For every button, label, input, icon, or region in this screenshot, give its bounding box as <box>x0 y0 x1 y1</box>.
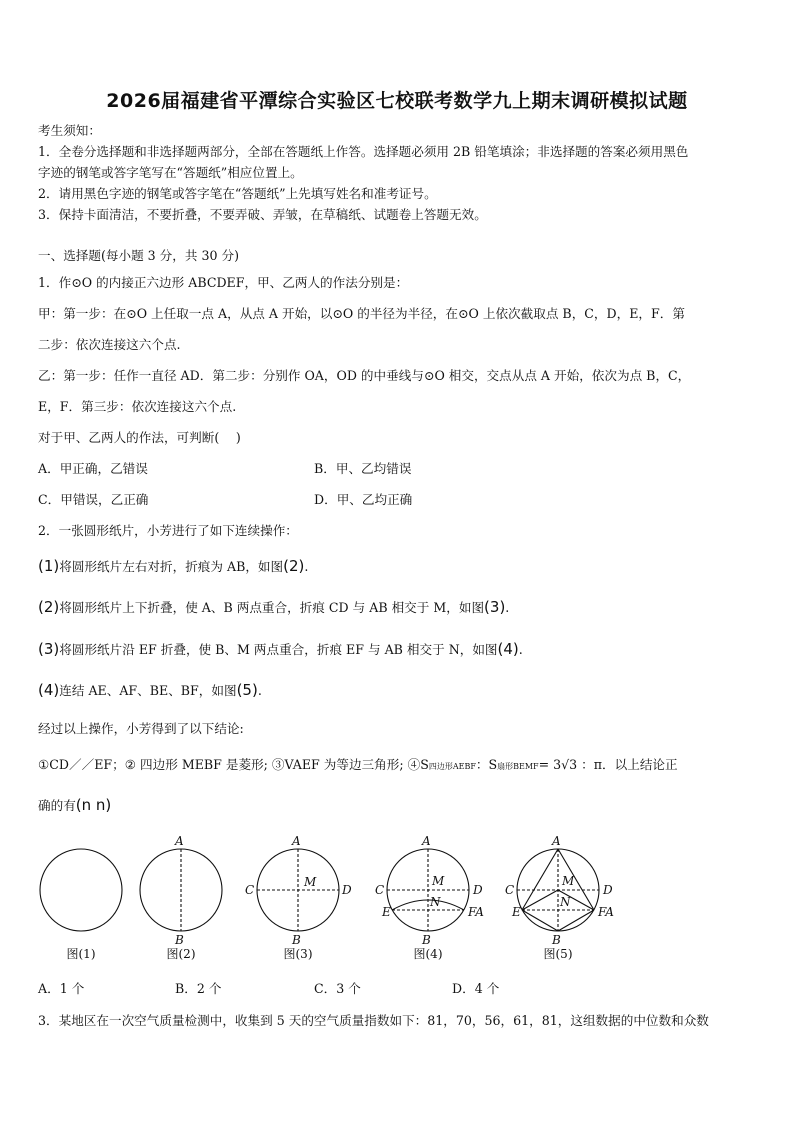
step-text: 将圆形纸片沿 EF 折叠，使 B、M 两点重合，折痕 EF 与 AB 相交于 N，如图 <box>59 642 498 657</box>
fig4-label-d: D <box>473 883 483 897</box>
fig5-label-d: D <box>603 883 613 897</box>
fig5-label-a: A <box>552 834 561 848</box>
fig5-label-c: C <box>505 883 515 897</box>
subscript: 四边形AEBF <box>428 762 476 771</box>
fig2-label-a: A <box>175 834 184 848</box>
figure-2-caption: 图(2) <box>166 947 196 961</box>
fig5-label-b: B <box>552 933 561 947</box>
q2-option-a: A．1 个 <box>38 981 85 996</box>
step-number: (3) <box>38 640 60 658</box>
answer-blank: (n n) <box>75 796 112 814</box>
fig5-label-n: N <box>560 895 571 909</box>
fig5-label-e: E <box>512 905 521 919</box>
q1-jia-line1: 甲：第一步：在⊙O 上任取一点 A，从点 A 开始，以⊙O 的半径为半径，在⊙O 上依次截取点 B，C，D，E，F．第 <box>38 306 685 321</box>
fig3-label-b: B <box>292 933 301 947</box>
q2-conclusions <box>38 754 678 773</box>
step-text: 将圆形纸片上下折叠，使 A、B 两点重合，折痕 CD 与 AB 相交于 M，如图 <box>59 600 485 615</box>
q2-step-3 <box>38 639 523 658</box>
conclusion-eq: = 3√3 ：π．以上结论正 <box>538 757 678 772</box>
q1-option-a: A．甲正确，乙错误 <box>38 461 148 476</box>
section-heading: 一、选择题(每小题 3 分，共 30 分) <box>38 248 240 263</box>
fig4-label-fa: FA <box>468 905 484 919</box>
conclusion-end-text: 确的有 <box>38 798 76 813</box>
step-number: (2) <box>38 598 60 616</box>
fig4-label-e: E <box>382 905 391 919</box>
q2-figures <box>30 828 770 958</box>
notice-heading: 考生须知： <box>38 123 101 138</box>
q1-jia-line2: 二步：依次连接这六个点. <box>38 337 181 352</box>
q1-option-c: C．甲错误，乙正确 <box>38 492 149 507</box>
fig3-label-m: M <box>304 875 317 889</box>
figure-4-caption: 图(4) <box>413 947 443 961</box>
q1-yi-line1: 乙：第一步：任作一直径 AD．第二步：分别作 OA，OD 的中垂线与⊙O 相交，交点从点 A 开始，依次为点 B，C， <box>38 368 691 383</box>
q3-stem: 3．某地区在一次空气质量检测中，收集到 5 天的空气质量指数如下：81，70，56，61，81，这组数据的中位数和众数 <box>38 1013 709 1028</box>
q2-step-4 <box>38 680 262 699</box>
figure-1-caption: 图(1) <box>66 947 96 961</box>
conclusion-mid: ：S <box>475 757 498 772</box>
fig3-label-a: A <box>292 834 301 848</box>
q1-option-b: B．甲、乙均错误 <box>314 461 412 476</box>
step-end: . <box>518 642 523 657</box>
figure-5-segment-be <box>522 910 558 931</box>
subscript: 扇形BEMF <box>497 762 539 771</box>
fig4-label-b: B <box>422 933 431 947</box>
q2-stem: 2．一张圆形纸片，小芳进行了如下连续操作： <box>38 523 298 538</box>
step-end: . <box>505 600 510 615</box>
q2-step-1 <box>38 556 308 575</box>
fig3-label-d: D <box>342 883 352 897</box>
conclusion-text: ①CD／／EF；② 四边形 MEBF 是菱形; ③VAEF 为等边三角形; ④S <box>38 757 429 772</box>
figure-5-segment-bf <box>558 910 594 931</box>
notice-item-1a: 1．全卷分选择题和非选择题两部分，全部在答题纸上作答。选择题必须用 2B 铅笔填涂；非选择题的答案必须用黑色 <box>38 144 689 159</box>
step-text: 将圆形纸片左右对折，折痕为 AB，如图 <box>59 559 284 574</box>
q2-conclusions-end <box>38 795 111 814</box>
fig3-label-c: C <box>245 883 255 897</box>
fig4-label-m: M <box>432 874 445 888</box>
step-number: (4) <box>38 681 60 699</box>
q2-after: 经过以上操作，小芳得到了以下结论: <box>38 721 244 736</box>
q2-option-b: B．2 个 <box>175 981 222 996</box>
fig4-label-a: A <box>422 834 431 848</box>
fig5-label-fa: FA <box>598 905 614 919</box>
step-text: 连结 AE、AF、BE、BF，如图 <box>59 683 237 698</box>
step-end: . <box>304 559 309 574</box>
figure-1-circle <box>40 849 122 931</box>
q1-option-d: D．甲、乙均正确 <box>314 492 413 507</box>
q1-stem: 1．作⊙O 的内接正六边形 ABCDEF，甲、乙两人的作法分别是： <box>38 275 409 290</box>
figure-ref: (5) <box>236 681 258 699</box>
fig4-label-c: C <box>375 883 385 897</box>
figure-3-caption: 图(3) <box>283 947 313 961</box>
figure-ref: (2) <box>283 557 305 575</box>
figure-5-segment-ae <box>522 849 558 910</box>
figure-5-caption: 图(5) <box>543 947 573 961</box>
q2-option-d: D．4 个 <box>452 981 500 996</box>
q1-question: 对于甲、乙两人的作法，可判断( ) <box>38 430 241 445</box>
fig5-label-m: M <box>562 874 575 888</box>
q1-yi-line2: E，F．第三步：依次连接这六个点. <box>38 399 237 414</box>
notice-item-3: 3．保持卡面清洁，不要折叠，不要弄破、弄皱，在草稿纸、试题卷上答题无效。 <box>38 207 487 222</box>
figure-ref: (3) <box>484 598 506 616</box>
step-number: (1) <box>38 557 60 575</box>
notice-item-1b: 字迹的钢笔或答字笔写在“答题纸”相应位置上。 <box>38 165 303 180</box>
step-end: . <box>257 683 262 698</box>
notice-item-2: 2．请用黑色字迹的钢笔或答字笔在“答题纸”上先填写姓名和准考证号。 <box>38 186 437 201</box>
fig4-label-n: N <box>430 895 441 909</box>
page-title: 2026届福建省平潭综合实验区七校联考数学九上期末调研模拟试题 <box>106 90 688 112</box>
q2-step-2 <box>38 597 509 616</box>
q2-option-c: C．3 个 <box>314 981 361 996</box>
figure-ref: (4) <box>497 640 519 658</box>
fig2-label-b: B <box>175 933 184 947</box>
